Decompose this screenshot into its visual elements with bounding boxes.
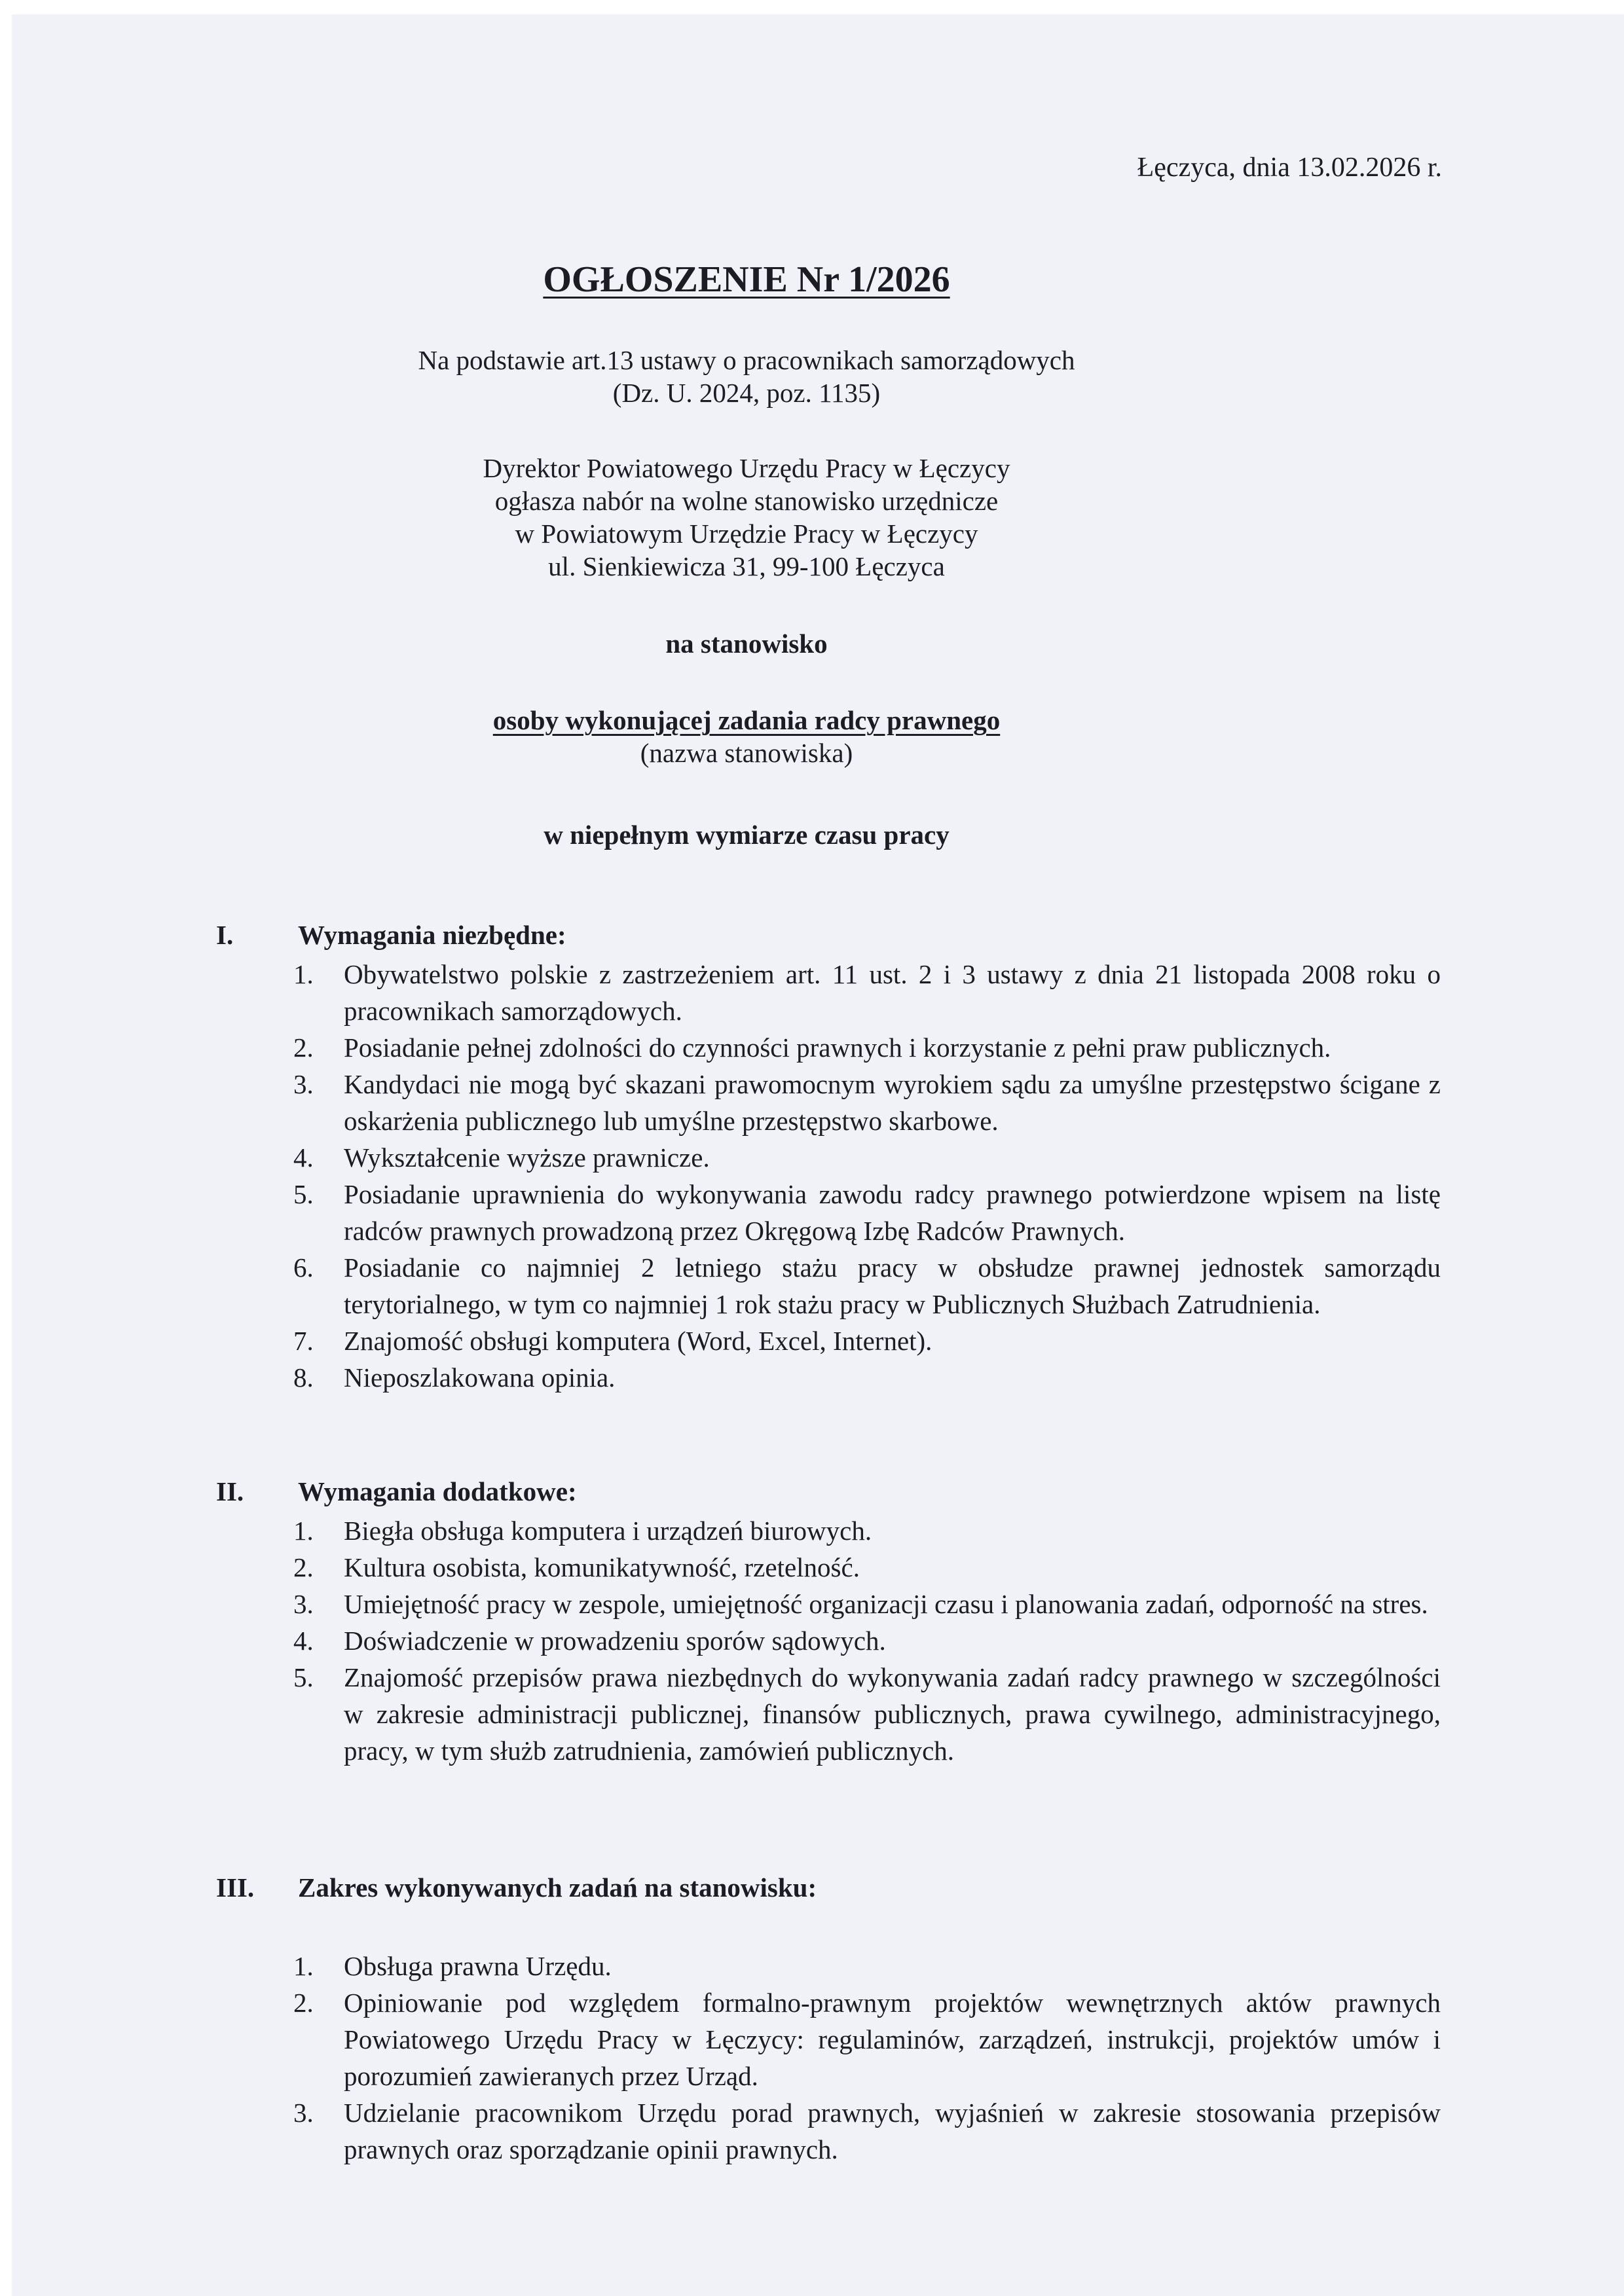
post-name-block	[0, 704, 1493, 769]
section-number: II.	[216, 1476, 244, 1506]
item-number: 1.	[293, 1516, 314, 1546]
director-line: Dyrektor Powiatowego Urzędu Pracy w Łęczycy	[483, 453, 1010, 483]
date-line: Łęczyca, dnia 13.02.2026 r.	[1137, 153, 1442, 183]
item-number: 5.	[293, 1179, 314, 1209]
legal-basis-line: Na podstawie art.13 ustawy o pracownikach samorządowych	[418, 345, 1075, 375]
post-name-caption: (nazwa stanowiska)	[640, 738, 853, 768]
item-text: Kultura osobista, komunikatywność, rzetelność.	[344, 1552, 860, 1582]
section-required	[196, 917, 1441, 1396]
item-number: 4.	[293, 1142, 314, 1173]
item-number: 8.	[293, 1362, 314, 1393]
item-text: Obsługa prawna Urzędu.	[344, 1951, 612, 1981]
item-number: 6.	[293, 1252, 314, 1283]
item-text: Biegła obsługa komputera i urządzeń biurowych.	[344, 1516, 872, 1546]
item-number: 7.	[293, 1326, 314, 1356]
list-item	[196, 956, 1441, 1029]
item-number: 2.	[293, 1032, 314, 1063]
item-text: Umiejętność pracy w zespole, umiejętność organizacji czasu i planowania zadań, odporność na stres.	[344, 1589, 1428, 1619]
list-item	[196, 1948, 1441, 1984]
work-time: w niepełnym wymiarze czasu pracy	[544, 820, 950, 850]
director-statement	[0, 452, 1493, 583]
section-heading	[196, 1473, 1441, 1512]
item-text: Wykształcenie wyższe prawnicze.	[344, 1142, 710, 1173]
section-heading	[196, 1869, 1441, 1908]
item-text: Posiadanie pełnej zdolności do czynności prawnych i korzystanie z pełni praw publicznych.	[344, 1032, 1331, 1063]
post-name: osoby wykonującej zadania radcy prawnego	[492, 705, 1001, 735]
director-line: ogłasza nabór na wolne stanowisko urzędnicze	[494, 486, 999, 516]
item-text: Posiadanie co najmniej 2 letniego stażu pracy w obsłudze prawnej jednostek samorządu terytorialnego, w tym co najmniej 1 rok stażu pracy w Publicznych Służbach Zatrudnienia.	[344, 1252, 1441, 1319]
duties-list	[196, 1948, 1441, 2168]
item-number: 2.	[293, 1988, 314, 2018]
item-number: 4.	[293, 1626, 314, 1656]
section-heading	[196, 917, 1441, 956]
item-number: 3.	[293, 1589, 314, 1619]
list-item	[196, 1984, 1441, 2094]
list-item	[196, 1322, 1441, 1359]
item-text: Opiniowanie pod względem formalno-prawnym projektów wewnętrznych aktów prawnych Powiatowego Urzędu Pracy w Łęczycy: regulaminów, zarządzeń, instrukcji, projektów umów i porozumień zawieranych przez Urząd.	[344, 1988, 1441, 2091]
director-line: w Powiatowym Urzędzie Pracy w Łęczycy	[515, 519, 978, 549]
announcement-title: OGŁOSZENIE Nr 1/2026	[543, 259, 950, 300]
list-item	[196, 1249, 1441, 1322]
section-title: Wymagania niezbędne:	[298, 920, 566, 950]
section-number: III.	[216, 1872, 255, 1903]
post-label: na stanowisko	[665, 629, 828, 659]
item-number: 3.	[293, 2098, 314, 2128]
requirements-list	[196, 956, 1441, 1396]
list-item	[196, 1549, 1441, 1586]
list-item	[196, 1586, 1441, 1622]
list-item	[196, 1359, 1441, 1396]
item-text: Posiadanie uprawnienia do wykonywania zawodu radcy prawnego potwierdzone wpisem na listę radców prawnych prowadzoną przez Okręgową Izbę Radców Prawnych.	[344, 1179, 1441, 1246]
section-number: I.	[216, 920, 234, 950]
section-additional	[196, 1473, 1441, 1769]
section-title: Zakres wykonywanych zadań na stanowisku:	[298, 1872, 817, 1903]
list-item	[196, 1066, 1441, 1139]
additional-requirements-list	[196, 1512, 1441, 1769]
list-item	[196, 1139, 1441, 1176]
address-line: ul. Sienkiewicza 31, 99-100 Łęczyca	[548, 551, 945, 581]
legal-basis	[0, 344, 1493, 409]
item-text: Doświadczenie w prowadzeniu sporów sądowych.	[344, 1626, 886, 1656]
section-duties	[196, 1869, 1441, 2168]
item-number: 3.	[293, 1069, 314, 1099]
list-item	[196, 2094, 1441, 2168]
item-text: Udzielanie pracownikom Urzędu porad prawnych, wyjaśnień w zakresie stosowania przepisów prawnych oraz sporządzanie opinii prawnych.	[344, 2098, 1441, 2164]
list-item	[196, 1659, 1441, 1769]
item-number: 1.	[293, 1951, 314, 1981]
item-number: 1.	[293, 959, 314, 989]
item-number: 2.	[293, 1552, 314, 1582]
list-item	[196, 1176, 1441, 1249]
section-title: Wymagania dodatkowe:	[298, 1476, 577, 1506]
item-text: Nieposzlakowana opinia.	[344, 1362, 616, 1393]
list-item	[196, 1622, 1441, 1659]
item-text: Obywatelstwo polskie z zastrzeżeniem art. 11 ust. 2 i 3 ustawy z dnia 21 listopada 2008 roku o pracownikach samorządowych.	[344, 959, 1441, 1026]
list-item	[196, 1512, 1441, 1549]
list-item	[196, 1029, 1441, 1066]
legal-basis-line: (Dz. U. 2024, poz. 1135)	[612, 378, 881, 408]
item-text: Znajomość przepisów prawa niezbędnych do wykonywania zadań radcy prawnego w szczególności w zakresie administracji publicznej, finansów publicznych, prawa cywilnego, administracyjnego, pracy, w tym służb zatrudnienia, zamówień publicznych.	[344, 1662, 1441, 1766]
item-number: 5.	[293, 1662, 314, 1692]
item-text: Znajomość obsługi komputera (Word, Excel, Internet).	[344, 1326, 932, 1356]
item-text: Kandydaci nie mogą być skazani prawomocnym wyrokiem sądu za umyślne przestępstwo ścigane z oskarżenia publicznego lub umyślne przestępstwo skarbowe.	[344, 1069, 1441, 1136]
